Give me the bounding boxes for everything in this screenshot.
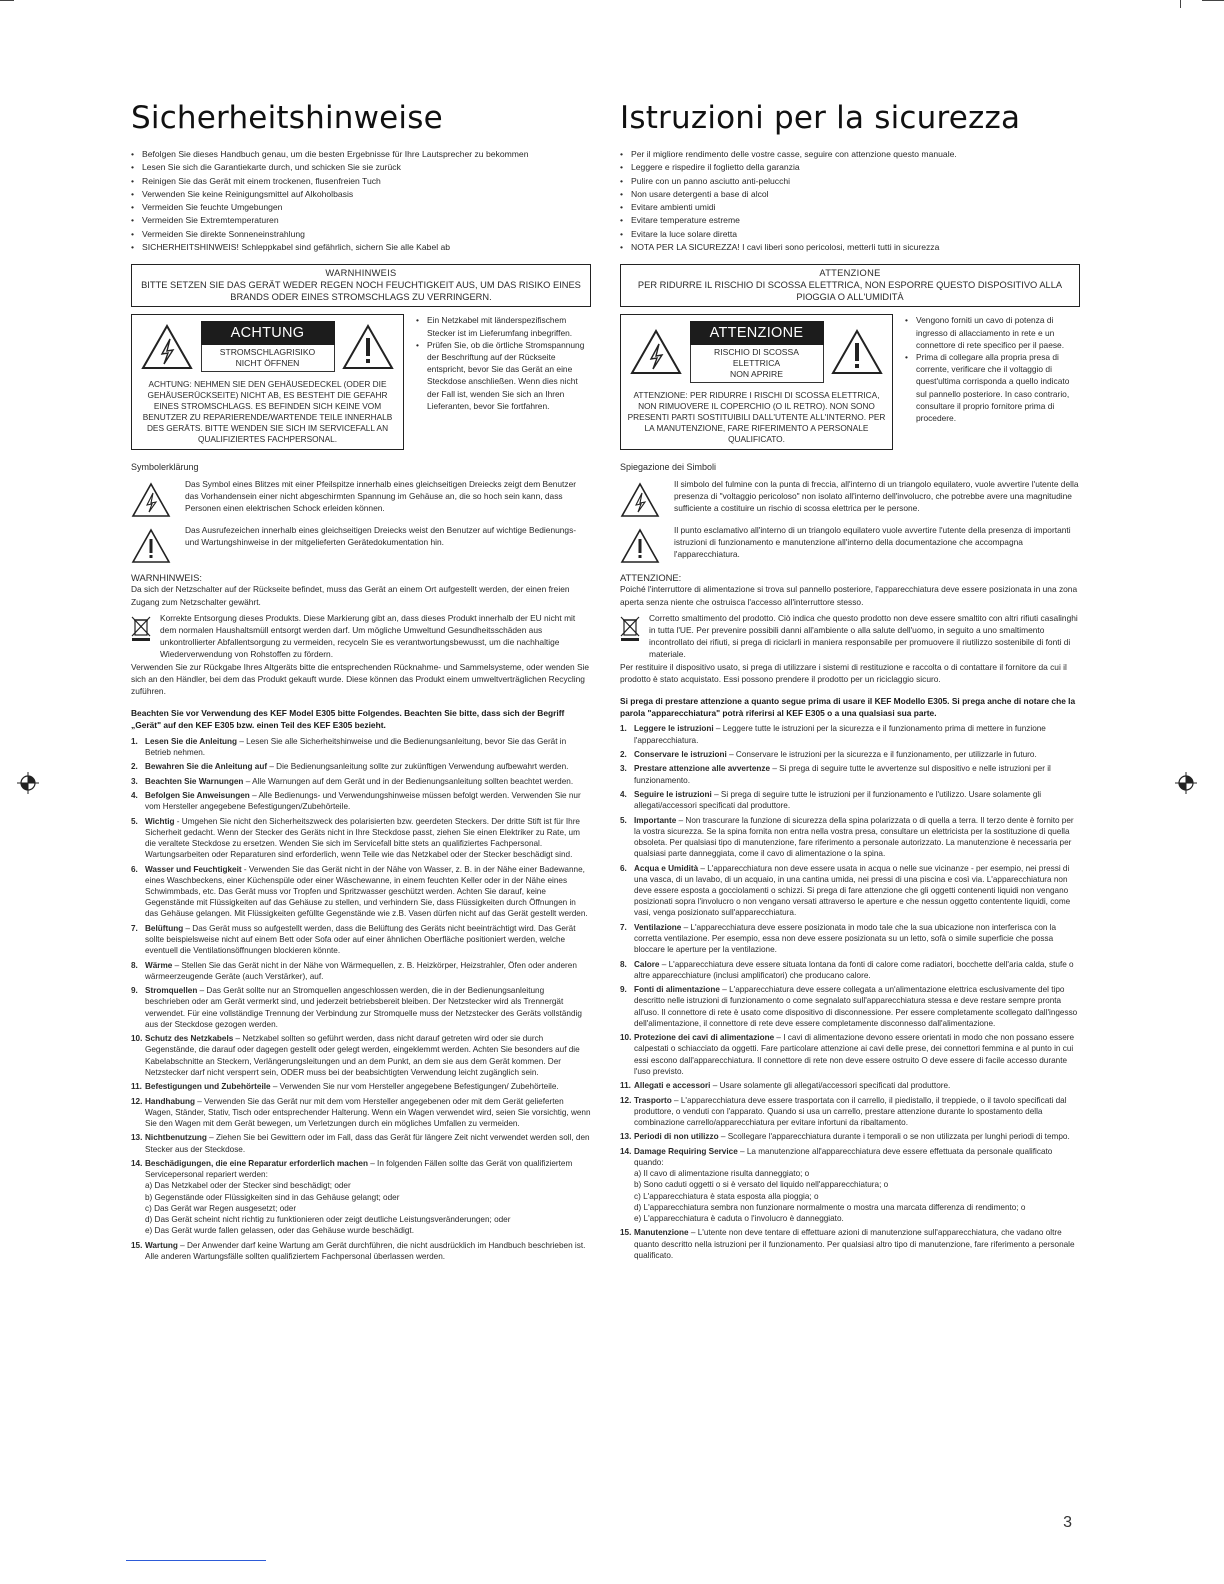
list-item: • Non usare detergenti a base di alcol bbox=[620, 188, 1080, 201]
page-title: Sicherheitshinweise bbox=[131, 100, 443, 136]
italian-column bbox=[620, 100, 1080, 1264]
caution-heading: ACHTUNG bbox=[201, 321, 335, 345]
list-item: 14. Beschädigungen, die eine Reparatur erforderlich machen – In folgenden Fällen sollte das Gerät von qualifiziertem Servicepersonal repariert werden: a) Das Netzkabel oder der Stecker sind beschädigt; oder b) Gegenstände oder Flüssigkeiten sind in das Gehäuse gelangt; oder c) Das Gerät war Regen ausgesetzt; oder d) Das Gerät scheint nicht richtig zu funktionieren oder zeigt deutliche Leistungsveränderungen; oder e) Das Gerät wurde fallen gelassen, oder das Gehäuse wurde beschädigt. bbox=[131, 1158, 591, 1236]
warning-box bbox=[131, 264, 591, 307]
weee-text: Korrekte Entsorgung dieses Produkts. Diese Markierung gibt an, dass dieses Produkt innerhalb der EU nicht mit dem normalen Haushaltsmüll entsorgt werden darf. Um mögliche Umweltund Gesundheitsschäden aus unkontrollierter Abfallentsorgung zu vermeiden, recyceln Sie es verantwortungsbewusst, um die nachhaltige Wiederverwendung von Rohstoffen zu fördern. bbox=[160, 612, 576, 660]
list-item: 6. Wasser und Feuchtigkeit - Verwenden Sie das Gerät nicht in der Nähe von Wasser, z. B. in der Nähe einer Badewanne, eines Waschbeckens, einer Küchenspüle oder einer Wäschewanne, in einem feuchten Keller oder in der Nähe eines Schwimmbads, etc. Das Gerät muss vor Tropfen und Spritzwasser geschützt werden. Achten Sie darauf, keine Gegenstände mit Flüssigkeiten auf das Gehäuse zu stellen, und verhindern Sie, dass Flüssigkeiten durch Öffnungen in das Gehäuse gelangen. Mit Flüssigkeiten gefüllte Gegenstände wie z.B. Vasen dürfen nicht auf das Gerät gestellt werden. bbox=[131, 864, 588, 919]
exclamation-warning-icon bbox=[620, 528, 660, 564]
list-item: 2. Conservare le istruzioni – Conservare le istruzioni per la sicurezza e il funzionamento, per utilizzarle in futuro. bbox=[620, 750, 1037, 759]
list-item: • Evitare la luce solare diretta bbox=[620, 228, 1080, 241]
list-item: 10. Protezione dei cavi di alimentazione – I cavi di alimentazione devono essere orientati in modo che non possano essere calpestati o schiacciato da oggetti. Fare particolare attenzione ai cavi delle prese, dei connettori femmina e al punto in cui essi escono dall'apparecchiatura. Il connettore di rete non deve essere ostruito O deve essere di facile accesso durante l'uso previsto. bbox=[620, 1033, 1075, 1076]
safety-instructions-list bbox=[131, 736, 591, 1262]
sub-item: b) Sono caduti oggetti o si è versato del liquido nell'apparecchiatura; o bbox=[634, 1180, 889, 1190]
bullet-list bbox=[131, 148, 591, 254]
list-item: 12. Handhabung – Verwenden Sie das Gerät nur mit dem vom Hersteller angegebenen oder mit dem Gerät gelieferten Wagen, Ständer, Stativ, Tisch oder entsprechender Halterung. Wenn ein Wagen verwendet wird, seien Sie vorsichtig, wenn Sie den Wagen mit dem Gerät bewegen, um Verletzungen durch ein mögliches Umfallen zu vermeiden. bbox=[131, 1096, 591, 1128]
intro-text: Beachten Sie vor Verwendung des KEF Model E305 bitte Folgendes. Beachten Sie bitte, dass sich der Begriff „Gerät" auf den KEF E305 bzw. einen Teil des KEF E305 bezieht. bbox=[131, 708, 565, 731]
list-item: • Pulire con un panno asciutto anti-pelucchi bbox=[620, 175, 1080, 188]
warning-heading: WARNHINWEIS: bbox=[131, 572, 203, 584]
symbol-explanation bbox=[620, 478, 1080, 518]
list-item: 15. Wartung – Der Anwender darf keine Wartung am Gerät durchführen, die nicht ausdrücklich im Handbuch beschrieben ist. Alle anderen Wartungsfälle sollten qualifiziertem Fachpersonal überlassen werden. bbox=[131, 1240, 586, 1261]
symbol-text: Il punto esclamativo all'interno di un triangolo equilatero vuole avvertire l'utente della presenza di importanti istruzioni di funzionamento e manutenzione all'interno della documentazione che accompagna l'apparecchiatura. bbox=[674, 525, 1071, 560]
warning-heading: ATTENZIONE: bbox=[620, 572, 682, 584]
list-item: 4. Befolgen Sie Anweisungen – Alle Bedienungs- und Verwendungshinweise müssen befolgt werden. Verwenden Sie nur vom Hersteller angegebene Befestigungen/Zubehörteile. bbox=[131, 790, 581, 812]
list-item: 9. Stromquellen – Das Gerät sollte nur an Stromquellen angeschlossen werden, die in der Bedienungsanleitung beschrieben oder am Gerät vermerkt sind, und jederzeit betriebsbereit bleiben. Der Netzstecker wird als Trennergät verwendet. Für eine vollständige Trennung der Verbindung zur Stromquelle muss der Netzstecker des Geräts vollständig aus der Steckdose gezogen werden. bbox=[131, 986, 582, 1029]
registration-mark-icon bbox=[1175, 772, 1197, 794]
list-item: • Befolgen Sie dieses Handbuch genau, um die besten Ergebnisse für Ihre Lautsprecher zu bekommen bbox=[131, 148, 591, 161]
warning-box-text: PER RIDURRE IL RISCHIO DI SCOSSA ELETTRICA, NON ESPORRE QUESTO DISPOSITIVO ALLA PIOGGIA O ALL'UMIDITÀ bbox=[637, 280, 1063, 303]
sub-item: a) Das Netzkabel oder der Stecker sind beschädigt; oder bbox=[145, 1181, 351, 1191]
exclamation-warning-icon bbox=[131, 528, 171, 564]
lightning-warning-icon bbox=[131, 482, 171, 518]
warning-text: Da sich der Netzschalter auf der Rückseite befindet, muss das Gerät an einem Ort aufgestellt werden, der einen freien Zugang zum Netzschalter gewährt. bbox=[131, 584, 570, 607]
list-item: 3. Beachten Sie Warnungen – Alle Warnungen auf dem Gerät und in der Bedienungsanleitung sollten beachtet werden. bbox=[131, 776, 574, 786]
list-item: • NOTA PER LA SICUREZZA! I cavi liberi sono pericolosi, metterli tutti in sicurezza bbox=[620, 241, 1080, 254]
list-item: 12. Trasporto – L'apparecchiatura deve essere trasportata con il carrello, il piedistallo, il treppiede, o il tavolo specificati dal produttore, o venduti con l'apparato. Quando si usa un carrello, prestare attenzione durante lo spostamento della combinazione carrello/apparecchiatura per evitare infortuni da ribaltamento. bbox=[620, 1095, 1067, 1127]
lightning-warning-icon bbox=[629, 328, 683, 376]
list-item: 1. Leggere le istruzioni – Leggere tutte le istruzioni per la sicurezza e il funzionamento prima di mettere in funzione l'apparecchiatura. bbox=[620, 724, 1046, 745]
list-item: 7. Belüftung – Das Gerät muss so aufgestellt werden, dass die Belüftung des Geräts nicht beeinträchtigt wird. Das Gerät sollte beispielsweise nicht auf einem Bett oder Sofa oder auf einer ähnlichen Oberfläche positioniert werden, welche eventuell die Ventilationsöffnungen blockieren könnte. bbox=[131, 923, 576, 956]
list-item: • SICHERHEITSHINWEIS! Schleppkabel sind gefährlich, sichern Sie alle Kabel ab bbox=[131, 241, 591, 254]
weee-notice bbox=[620, 612, 1080, 661]
crossed-bin-icon bbox=[620, 616, 640, 642]
caution-label bbox=[201, 321, 335, 372]
symbol-explanation bbox=[620, 524, 1080, 564]
list-item: 3. Prestare attenzione alle avvertenze – Si prega di seguire tutte le avvertenze sul dispositivo e nelle istruzioni per il funzionamento. bbox=[620, 764, 1051, 785]
list-item: 10. Schutz des Netzkabels – Netzkabel sollten so geführt werden, dass nicht darauf getreten wird oder sie durch Gegenstände, die darauf oder dagegen gestellt oder gelegt werden, eingeklemmt werden. Achten Sie besonders auf die Kabelabschnitte an Steckern, Verlängerungsleitungen und an dem Punkt, an dem sie aus dem Gerät kommen. Der Netzstecker darf nicht versperrt sein, ODER muss bei der beabsichtigten Verwendung leicht zugänglich sein. bbox=[131, 1034, 580, 1077]
caution-label-box bbox=[131, 314, 404, 450]
list-item: 11. Allegati e accessori – Usare solamente gli allegati/accessori specificati dal produttore. bbox=[620, 1081, 951, 1091]
caution-heading: ATTENZIONE bbox=[690, 321, 824, 345]
page-number: 3 bbox=[1063, 1514, 1072, 1531]
list-item: 4. Seguire le istruzioni – Si prega di seguire tutte le istruzioni per il funzionamento e l'utilizzo. Usare solamente gli allegati/accessori specificati dal produttore. bbox=[620, 789, 1042, 811]
sub-item: c) L'apparecchiatura è stata esposta alla pioggia; o bbox=[634, 1191, 819, 1201]
list-item: 11. Befestigungen und Zubehörteile – Verwenden Sie nur vom Hersteller angegebene Befestigungen/ Zubehörteile. bbox=[131, 1082, 559, 1092]
sub-item: e) Das Gerät wurde fallen gelassen, oder das Gehäuse wurde beschädigt. bbox=[145, 1226, 414, 1236]
caution-row bbox=[620, 314, 1080, 450]
list-item: 8. Wärme – Stellen Sie das Gerät nicht in der Nähe von Wärmequellen, z. B. Heizkörper, Heizstrahler, Öfen oder anderen wärmeerzeugende Geräte (auch Verstärker), auf. bbox=[131, 960, 577, 981]
list-item: • Reinigen Sie das Gerät mit einem trockenen, flusenfreien Tuch bbox=[131, 175, 591, 188]
caution-row bbox=[131, 314, 591, 450]
caution-label bbox=[690, 321, 824, 383]
list-item: 9. Fonti di alimentazione – L'apparecchiatura deve essere collegata a un'alimentazione elettrica esclusivamente del tipo descritto nelle istruzioni di funzionamento o come segnalato sull'apparecchiatura stessa e deve restare sempre pronta all'uso. Il connettore di rete è usato come dispositivo di disconnessione. Per essere completamente scollegato dall'ingesso dell'alimentazione, il connettore di rete deve essere completamente disconnesso dall'alimentazione. bbox=[620, 985, 1078, 1028]
warning-box-title: WARNHINWEIS bbox=[325, 268, 397, 279]
caution-label-box bbox=[620, 314, 893, 450]
symbol-text: Il simbolo del fulmine con la punta di freccia, all'interno di un triangolo equilatero, vuole avvertire l'utente della presenza di "voltaggio pericoloso" non isolato all'interno dell'involucro, che potrebbe avere una magnitudine sufficiente a costituire un rischio di scossa elettrica per le persone. bbox=[674, 479, 1079, 514]
list-item: • Verwenden Sie keine Reinigungsmittel auf Alkoholbasis bbox=[131, 188, 591, 201]
symbol-explanation bbox=[131, 524, 591, 564]
caution-subtitle-line: RISCHIO DI SCOSSA ELETTRICA bbox=[714, 347, 799, 369]
caution-text: ATTENZIONE: PER RIDURRE I RISCHI DI SCOSSA ELETTRICA, NON RIMUOVERE IL COPERCHIO (O IL RETRO). NON SONO PRESENTI PARTI SOSTITUIBILI DALL'UTENTE ALL'INTERNO. PER LA MANUTENZIONE, FARE RIFERIMENTO A PERSONALE QUALIFICATO. bbox=[627, 390, 886, 445]
list-item: 13. Nichtbenutzung – Ziehen Sie bei Gewittern oder im Fall, dass das Gerät für längere Zeit nicht verwendet werden soll, den Stecker aus der Steckdose. bbox=[131, 1133, 590, 1154]
intro-text: Si prega di prestare attenzione a quanto segue prima di usare il KEF Modello E305. Si prega anche di notare che la parola "apparecchiatura" potrà riferirsi al KEF E305 o a una qualsiasi sua parte. bbox=[620, 696, 1076, 719]
list-item: • Prüfen Sie, ob die örtliche Stromspannung der Beschriftung auf der Rückseite entspricht, bevor Sie das Gerät an eine Steckdose anschließen. Wenn dies nicht der Fall ist, wenden Sie sich an Ihren Lieferanten, bevor Sie fortfahren. bbox=[416, 339, 591, 412]
crop-mark bbox=[1180, 0, 1181, 8]
footer-rule bbox=[126, 1560, 266, 1561]
sub-item: b) Gegenstände oder Flüssigkeiten sind in das Gehäuse gelangt; oder bbox=[145, 1192, 400, 1202]
list-item: 5. Importante – Non trascurare la funzione di sicurezza della spina polarizzata o di quella a terra. Il terzo dente è fornito per la vostra sicurezza. Se la spina fornita non entra nella vostra presa, consultare un elettricista per la sostituzione di quella obsoleta. Per qualsiasi tipo di manutenzione, fare riferimento a personale autorizzato. La manutenzione è necessaria per qualsiasi parte danneggiata, come il cavo di alimentazione o la spina. bbox=[620, 815, 1074, 859]
weee-notice bbox=[131, 612, 591, 661]
symbol-text: Das Ausrufezeichen innerhalb eines gleichseitigen Dreiecks weist den Benutzer auf wichtige Bedienungs- und Wartungshinweise in der mitgelieferten Gerätedokumentation hin. bbox=[185, 525, 577, 548]
caution-text: ACHTUNG: NEHMEN SIE DEN GEHÄUSEDECKEL (ODER DIE GEHÄUSERÜCKSEITE) NICHT AB, ES BESTEHT DIE GEFAHR EINES STROMSCHLAGS. ES BEFINDEN SICH KEINE VOM BENUTZER ZU REPARIERENDE/WARTENDE TEILE INNERHALB DES GERÄTS. BITTE WENDEN SIE SICH IM SERVICEFALL AN QUALIFIZIERTES FACHPERSONAL. bbox=[142, 379, 393, 445]
sub-item: e) L'apparecchiatura è caduta o l'involucro è danneggiato. bbox=[634, 1213, 844, 1223]
bullet-list bbox=[620, 148, 1080, 254]
warning-box-text: BITTE SETZEN SIE DAS GERÄT WEDER REGEN NOCH FEUCHTIGKEIT AUS, UM DAS RISIKO EINES BRANDS ODER EINES STROMSCHLAGS ZU VERRINGERN. bbox=[141, 280, 581, 303]
list-item: • Ein Netzkabel mit länderspezifischem Stecker ist im Lieferumfang inbegriffen. bbox=[416, 314, 591, 338]
caution-subtitle bbox=[690, 345, 824, 383]
section-heading: Spiegazione dei Simboli bbox=[620, 462, 717, 473]
list-item: 2. Bewahren Sie die Anleitung auf – Die Bedienungsanleitung sollte zur zukünftigen Verwendung aufbewahrt werden. bbox=[131, 762, 569, 772]
caution-subtitle-line: NICHT ÖFFNEN bbox=[235, 358, 300, 369]
sub-item: c) Das Gerät war Regen ausgesetzt; oder bbox=[145, 1203, 297, 1213]
return-text: Verwenden Sie zur Rückgabe Ihres Altgeräts bitte die entsprechenden Rücknahme- und Sammelsysteme, oder wenden Sie sich an den Händler, bei dem das Produkt gekauft wurde. Diese können das Produkt einem umweltverträglichen Recycling zuführen. bbox=[131, 661, 590, 696]
list-item: 6. Acqua e Umidità – L'apparecchiatura non deve essere usata in acqua o nelle sue vicinanze - per esempio, nei pressi di una vasca, di un lavabo, di un acquaio, in una cantina umida, nei pressi di una piscina e così via. L'apparecchiatura non deve essere esposta a gocciolamenti o schizzi. Si prega di fare attenzione che gli oggetti contenenti liquidi non vengano posizionati sopra l'involucro o non vengano versati attraverso le aperture e che nessun oggetto contentente liquidi, come vasi, venga posizionato sull'apparecchiatura. bbox=[620, 863, 1071, 918]
list-item: • Evitare temperature estreme bbox=[620, 214, 1080, 227]
list-item: 8. Calore – L'apparecchiatura deve essere situata lontana da fonti di calore come radiatori, bocchette dell'aria calda, stufe o altre apparecchiature (inclusi amplificatori) che producano calore. bbox=[620, 959, 1074, 980]
warning-box bbox=[620, 264, 1080, 307]
list-item: • Lesen Sie sich die Garantiekarte durch, und schicken Sie sie zurück bbox=[131, 161, 591, 174]
caution-subtitle-line: NON APRIRE bbox=[729, 369, 783, 380]
section-heading: Symbolerklärung bbox=[131, 462, 199, 473]
crossed-bin-icon bbox=[131, 616, 151, 642]
list-item: • Vengono forniti un cavo di potenza di ingresso di allacciamento in rete e un connettore di rete specifico per il paese. bbox=[905, 314, 1080, 351]
power-notes bbox=[905, 314, 1080, 450]
warning-box-title: ATTENZIONE bbox=[819, 268, 881, 279]
list-item: 1. Lesen Sie die Anleitung – Lesen Sie alle Sicherheitshinweise und die Bedienungsanleitung, bevor Sie das Gerät in Betrieb nehmen. bbox=[131, 736, 567, 757]
symbol-text: Das Symbol eines Blitzes mit einer Pfeilspitze innerhalb eines gleichseitigen Dreiecks zeigt dem Benutzer das Vorhandensein einer nicht abgeschirmten Spannung im Gehäuse an, die so hoch sein kann, dass Personen einen elektrischen Schock erleiden können. bbox=[185, 479, 577, 514]
list-item: • Prima di collegare alla propria presa di corrente, verificare che il voltaggio di quest'ultima corrisponda a quello indicato sul pannello posteriore. In caso contrario, consultare il proprio fornitore prima di procedere. bbox=[905, 351, 1080, 424]
symbol-explanation bbox=[131, 478, 591, 518]
exclamation-warning-icon bbox=[341, 323, 395, 371]
safety-instructions-list bbox=[620, 723, 1080, 1261]
list-item: • Vermeiden Sie direkte Sonneneinstrahlung bbox=[131, 228, 591, 241]
list-item: 15. Manutenzione – L'utente non deve tentare di effettuare azioni di manutenzione sull'apparecchiatura, che vadano oltre quanto descritto nella istruzioni per il funzionamento. Per qualsiasi altro tipo di manutenzione, fare riferimento a personale qualificato. bbox=[620, 1228, 1075, 1260]
caution-subtitle bbox=[201, 345, 335, 372]
list-item: • Leggere e rispedire il foglietto della garanzia bbox=[620, 161, 1080, 174]
list-item: 5. Wichtig - Umgehen Sie nicht den Sicherheitszweck des polarisierten bzw. geerdeten Steckers. Der dritte Stift ist für Ihre Sicherheit gedacht. Wenn der Stecker des Geräts nicht in Ihre Steckdose passt, ziehen Sie einen Elektriker zu Rate, um die veraltete Steckdose zu ersetzen. Wenden Sie sich im Servicefall bitte stets an qualifiziertes Fachpersonal. Wartungsarbeiten oder Reparaturen sind erforderlich, wenn Teile wie das Netzkabel oder der Stecker beschädigt sind. bbox=[131, 816, 580, 860]
sub-item: d) Das Gerät scheint nicht richtig zu funktionieren oder zeigt deutliche Leistungsveränderungen; oder bbox=[145, 1214, 511, 1224]
return-text: Per restituire il dispositivo usato, si prega di utilizzare i sistemi di restituzione e raccolta o di contattare il fornitore da cui il prodotto è stato acquistato. Essi possono prendere il prodotto per un riciclaggio sicuro. bbox=[620, 661, 1067, 684]
list-item: • Per il migliore rendimento delle vostre casse, seguire con attenzione questo manuale. bbox=[620, 148, 1080, 161]
exclamation-warning-icon bbox=[830, 328, 884, 376]
german-column bbox=[131, 100, 591, 1265]
lightning-warning-icon bbox=[140, 323, 194, 371]
crop-mark bbox=[1202, 0, 1224, 1]
crop-mark bbox=[0, 0, 14, 1]
list-item: • Vermeiden Sie feuchte Umgebungen bbox=[131, 201, 591, 214]
sub-item: d) L'apparecchiatura sembra non funzionare normalmente o mostra una marcata differenza di rendimento; o bbox=[634, 1202, 1026, 1212]
page-title: Istruzioni per la sicurezza bbox=[620, 100, 1021, 136]
caution-subtitle-line: STROMSCHLAGRISIKO bbox=[219, 347, 316, 358]
lightning-warning-icon bbox=[620, 482, 660, 518]
registration-mark-icon bbox=[17, 772, 39, 794]
list-item: • Vermeiden Sie Extremtemperaturen bbox=[131, 214, 591, 227]
list-item: 7. Ventilazione – L'apparecchiatura deve essere posizionata in modo tale che la sua ubicazione non interferisca con la corretta ventilazione. Per esempio, essa non deve essere posizionata su un letto, sofà o simile superficie che possa bloccare le aperture per la ventilazione. bbox=[620, 922, 1057, 955]
list-item: • Evitare ambienti umidi bbox=[620, 201, 1080, 214]
power-notes bbox=[416, 314, 591, 450]
sub-item: a) Il cavo di alimentazione risulta danneggiato; o bbox=[634, 1169, 810, 1179]
weee-text: Corretto smaltimento del prodotto. Ciò indica che questo prodotto non deve essere smaltito con altri rifiuti casalinghi in tutta l'UE. Per prevenire possibili danni all'ambiente o alla salute dell'uomo, in seguito a uno smaltimento incontrollato dei rifiuti, si prega di riciclarli in maniera responsabile per promuovere il riutilizzo sostenibile di fonti di materiale. bbox=[649, 612, 1078, 660]
list-item: 14. Damage Requiring Service – La manutenzione all'apparecchiatura deve essere effettuata da personale qualificato quando: a) Il cavo di alimentazione risulta danneggiato; o b) Sono caduti oggetti o si è versato del liquido nell'apparecchiatura; o c) L'apparecchiatura è stata esposta alla pioggia; o d) L'apparecchiatura sembra non funzionare normalmente o mostra una marcata differenza di rendimento; o e) L'apparecchiatura è caduta o l'involucro è danneggiato. bbox=[620, 1146, 1080, 1224]
warning-text: Poiché l'interruttore di alimentazione si trova sul pannello posteriore, l'apparecchiatura deve essere posizionata in una zona aperta senza niente che ostruisca l'accesso all'interruttore stesso. bbox=[620, 584, 1078, 607]
list-item: 13. Periodi di non utilizzo – Scollegare l'apparecchiatura durante i temporali o se non utilizzata per lunghi periodi di tempo. bbox=[620, 1132, 1070, 1142]
